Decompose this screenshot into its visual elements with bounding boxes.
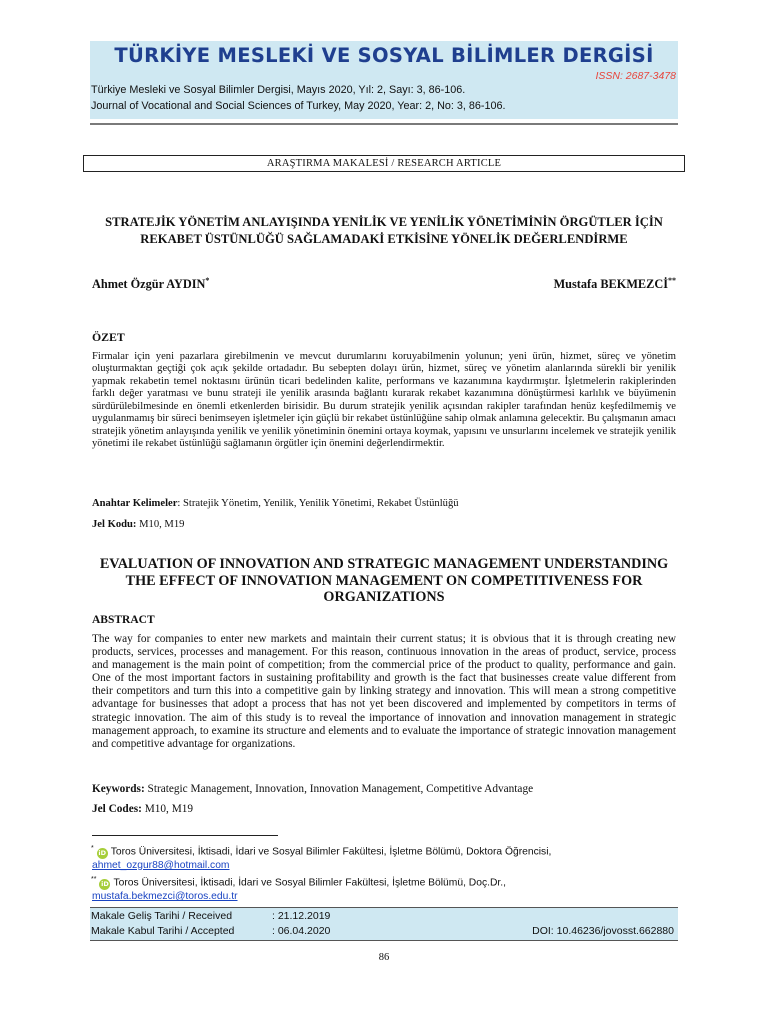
footnote-1-email-line bbox=[92, 860, 230, 871]
doi[interactable]: DOI: 10.46236/jovosst.662880 bbox=[532, 925, 674, 937]
jel-tr-label: Jel Kodu: bbox=[92, 519, 137, 530]
abstract-text: The way for companies to enter new markets and maintain their current status; it is obvious that it is through creating new products, services, processes and management. For this reason, continuous innovation in the areas of product, service, process and management is the main point of competition; from the commercial price of the product to quality, performance and gain. One of the most important factors in sustaining profitability and growth is the fact that businesses create value different from their competitors and turn this into a competitive gain by linking strategy and innovation. This will mean a strong competitive advantage for businesses that adopt a process that has not yet been discovered and implemented by competitors in terms of strategic innovation. The aim of this study is to reveal the importance of innovation and innovation management in strategic management approach, to examine its structure and elements and to evaluate the importance of strategic innovation management and competitive advantage for organizations. bbox=[92, 633, 676, 750]
footnote-1 bbox=[91, 845, 551, 859]
author-1 bbox=[92, 276, 209, 292]
header-rule bbox=[90, 123, 678, 125]
author-2-email-link[interactable]: mustafa.bekmezci@toros.edu.tr bbox=[92, 891, 238, 902]
citation-en: Journal of Vocational and Social Sciences of Turkey, May 2020, Year: 2, No: 3, 86-106. bbox=[91, 100, 506, 112]
abstract-heading: ABSTRACT bbox=[92, 614, 155, 626]
ozet-heading: ÖZET bbox=[92, 330, 125, 344]
author-1-name: Ahmet Özgür AYDIN bbox=[92, 277, 206, 292]
footnote-2-mark: ** bbox=[91, 876, 97, 883]
citation-tr: Türkiye Mesleki ve Sosyal Bilimler Dergisi, Mayıs 2020, Yıl: 2, Sayı: 3, 86-106. bbox=[91, 84, 466, 96]
author-2 bbox=[554, 276, 676, 292]
accepted-date: : 06.04.2020 bbox=[272, 925, 331, 937]
keywords-tr-value: : Stratejik Yönetim, Yenilik, Yenilik Yönetimi, Rekabet Üstünlüğü bbox=[177, 498, 459, 509]
footnote-1-text: Toros Üniversitesi, İktisadi, İdari ve Sosyal Bilimler Fakültesi, İşletme Bölümü, Doktora Öğrencisi, bbox=[110, 846, 552, 858]
orcid-icon[interactable]: iD bbox=[98, 849, 107, 858]
footnote-2 bbox=[91, 876, 506, 890]
received-label: Makale Geliş Tarihi / Received bbox=[91, 910, 233, 922]
jel-tr-value: M10, M19 bbox=[136, 519, 185, 530]
orcid-icon[interactable]: iD bbox=[101, 880, 109, 889]
jel-en-value: M10, M19 bbox=[141, 803, 194, 815]
author-2-name: Mustafa BEKMEZCİ bbox=[553, 277, 668, 292]
accepted-label: Makale Kabul Tarihi / Accepted bbox=[91, 925, 235, 937]
footnote-1-mark: * bbox=[91, 845, 94, 852]
footnote-2-email-line bbox=[92, 891, 238, 902]
keywords-tr-label: Anahtar Kelimeler bbox=[92, 498, 178, 509]
journal-title: TÜRKİYE MESLEKİ VE SOSYAL BİLİMLER DERGİSİ bbox=[114, 44, 654, 67]
footnote-rule bbox=[92, 835, 278, 836]
keywords-en-value: Strategic Management, Innovation, Innovation Management, Competitive Advantage bbox=[144, 783, 534, 795]
page-number: 86 bbox=[378, 952, 390, 963]
dates-band bbox=[90, 907, 678, 941]
journal-header bbox=[90, 41, 678, 119]
title-en: EVALUATION OF INNOVATION AND STRATEGIC MANAGEMENT UNDERSTANDING THE EFFECT OF INNOVATION MANAGEMENT ON COMPETITIVENESS FOR ORGANIZATIONS bbox=[99, 556, 669, 605]
keywords-tr bbox=[92, 498, 676, 509]
jel-en bbox=[92, 803, 193, 815]
issn: ISSN: 2687-3478 bbox=[595, 70, 676, 82]
author-1-mark: * bbox=[205, 276, 210, 285]
footnote-2-text: Toros Üniversitesi, İktisadi, İdari ve Sosyal Bilimler Fakültesi, İşletme Bölümü, Doç.Dr., bbox=[113, 877, 507, 889]
ozet-text: Firmalar için yeni pazarlara girebilmenin ve mevcut durumlarını koruyabilmenin yolunun; yeni ürün, hizmet, süreç ve yönetim oluşturmaktan geçtiği çok açık şekilde ortadadır. Bu sebepten dolayı ürün, hizmet, süreç ve yönetim alanlarında sürekli bir yenilik yapmak rekabetin temel noktasını ürünün ticari bedelinden kalite, performans ve kazanımına kaydırmıştır. İşletmelerin rakiplerinden farklı değer yaratması ve bunu strateji ile yenilik arasında bağlantı kurarak rekabet kazanımına dönüştürmesi karlılık ve büyümenin sürdürülebilmesinde en önemli etkenlerden birisidir. Bu durum stratejik yenilik açısından rakipler tarafından henüz keşfedilmemiş ve uygulanmamış bir süreci benimseyen işletmeler için güçlü bir rekabet üstünlüğüne sahip olmak anlamına gelecektir. Bu çalışmanın amacı stratejik yönetim anlayışında yenilik ve yenilik yönetiminin önemini ortaya koymak, yapısını ve unsurlarını incelemek ve stratejik yenilik yönetimi ile rekabet üstünlüğü sağlamanın örgütler için önemini değerlendirmektir. bbox=[92, 351, 676, 450]
jel-tr bbox=[92, 519, 676, 530]
received-date: : 21.12.2019 bbox=[272, 910, 331, 922]
keywords-en-label: Keywords: bbox=[92, 783, 145, 795]
jel-en-label: Jel Codes: bbox=[92, 803, 142, 815]
author-1-email-link[interactable]: ahmet_ozgur88@hotmail.com bbox=[92, 860, 230, 871]
keywords-en bbox=[92, 783, 533, 795]
article-type: ARAŞTIRMA MAKALESİ / RESEARCH ARTICLE bbox=[83, 155, 685, 172]
title-tr: STRATEJİK YÖNETİM ANLAYIŞINDA YENİLİK VE YENİLİK YÖNETİMİNİN ÖRGÜTLER İÇİN REKABET ÜSTÜNLÜĞÜ SAĞLAMADAKİ ETKİSİNE YÖNELİK DEĞERLENDİRME bbox=[105, 215, 663, 246]
author-2-mark: ** bbox=[668, 276, 676, 285]
